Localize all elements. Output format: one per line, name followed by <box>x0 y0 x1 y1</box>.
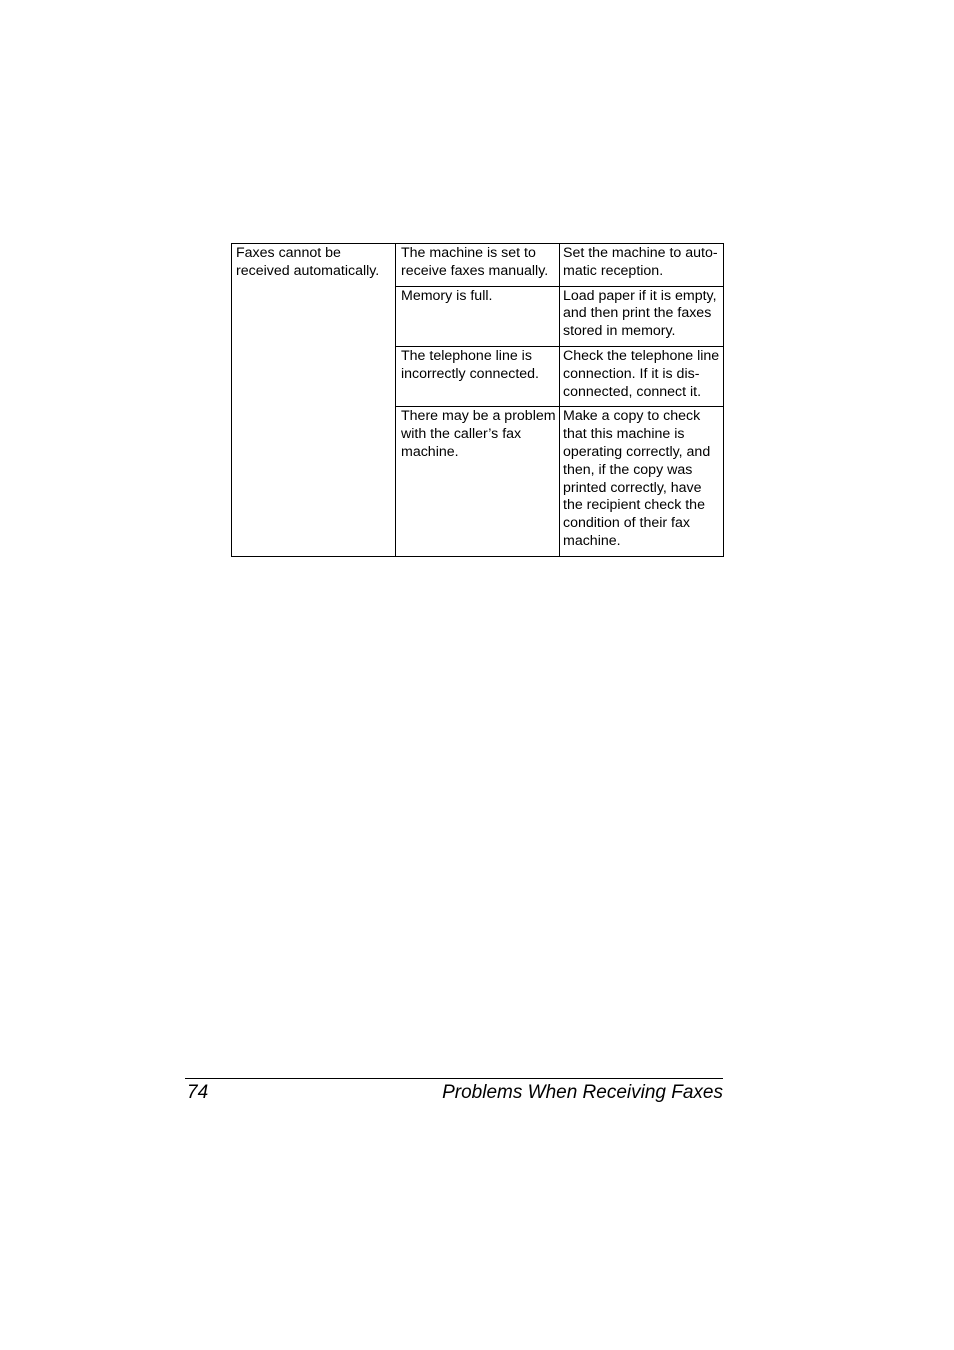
troubleshooting-table <box>231 243 724 557</box>
table-row <box>232 244 724 287</box>
cause-cell: The machine is set to receive faxes manually. <box>396 244 560 287</box>
solution-cell: Make a copy to check that this machine is operating correctly, and then, if the copy was printed correctly, have the recipient check the condition of their fax machine. <box>560 407 724 556</box>
footer-divider <box>185 1078 723 1079</box>
page-number: 74 <box>187 1082 209 1103</box>
cause-cell: The telephone line is incorrectly connected. <box>396 346 560 406</box>
cause-cell: Memory is full. <box>396 286 560 346</box>
symptom-cell: Faxes cannot be received automatically. <box>232 244 396 557</box>
running-footer-title: Problems When Receiving Faxes <box>442 1082 723 1103</box>
solution-cell: Check the telephone line connection. If it is dis- connected, connect it. <box>560 346 724 406</box>
solution-cell: Load paper if it is empty, and then print the faxes stored in memory. <box>560 286 724 346</box>
cause-cell: There may be a problem with the caller’s fax machine. <box>396 407 560 556</box>
solution-cell: Set the machine to auto- matic reception. <box>560 244 724 287</box>
